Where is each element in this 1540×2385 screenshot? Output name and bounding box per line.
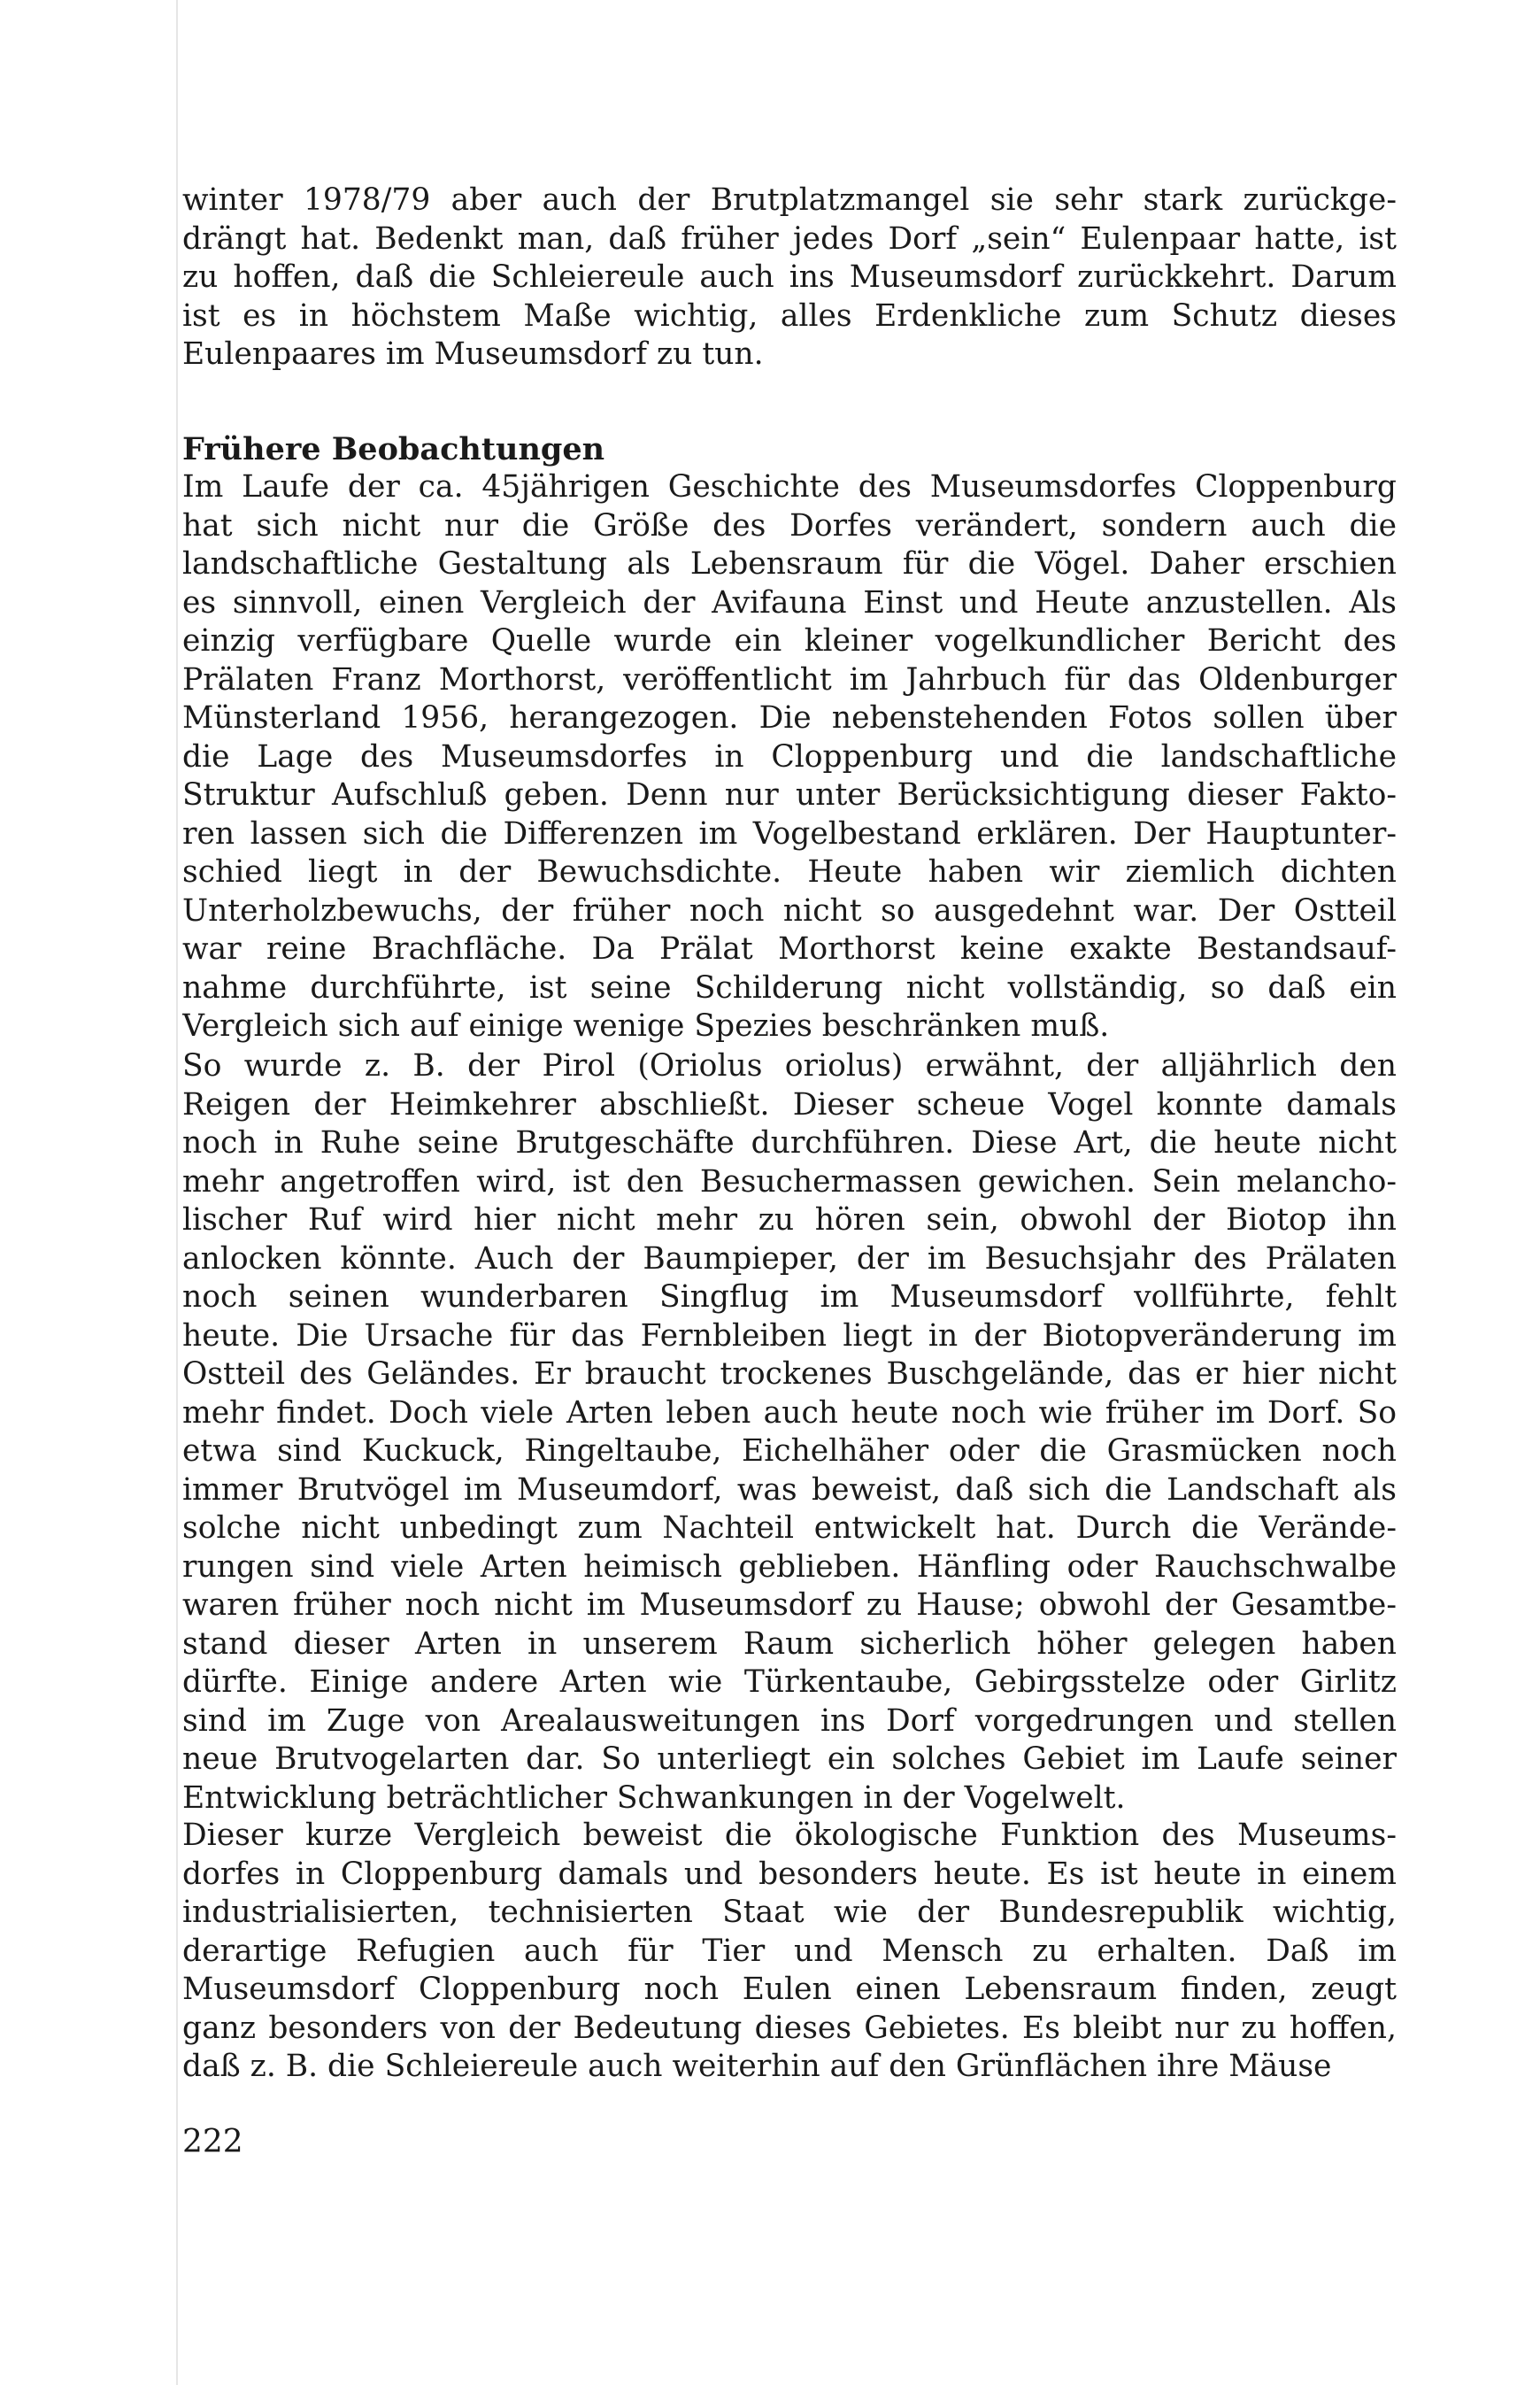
- text-line: noch in Ruhe seine Brutgeschäfte durchführen. Diese Art, die heute nicht: [182, 1125, 1397, 1161]
- text-line: ganz besonders von der Bedeutung dieses Gebietes. Es bleibt nur zu hoffen,: [182, 2010, 1397, 2046]
- text-line: derartige Refugien auch für Tier und Mensch zu erhalten. Daß im: [182, 1933, 1397, 1969]
- text-line: daß z. B. die Schleiereule auch weiterhin auf den Grünflächen ihre Mäuse: [182, 2049, 1332, 2084]
- text-line: anlocken könnte. Auch der Baumpieper, der im Besuchsjahr des Prälaten: [182, 1240, 1397, 1277]
- text-line: hat sich nicht nur die Größe des Dorfes verändert, sondern auch die: [182, 507, 1397, 544]
- section-heading: Frühere Beobachtungen: [182, 431, 605, 467]
- text-line: So wurde z. B. der Pirol (Oriolus oriolus) erwähnt, der alljährlich den: [182, 1048, 1397, 1084]
- paragraph-earlier-observations: [182, 468, 1397, 1046]
- text-line: Eulenpaares im Museumsdorf zu tun.: [182, 336, 764, 372]
- text-line: Dieser kurze Vergleich beweist die ökologische Funktion des Museums-: [182, 1818, 1397, 1853]
- text-line: war reine Brachfläche. Da Prälat Morthorst keine exakte Bestandsauf-: [182, 931, 1397, 967]
- text-line: es sinnvoll, einen Vergleich der Avifauna Einst und Heute anzustellen. Als: [182, 584, 1397, 621]
- text-line: noch seinen wunderbaren Singflug im Museumsdorf vollführte, fehlt: [182, 1279, 1397, 1315]
- text-line: rungen sind viele Arten heimisch geblieben. Hänfling oder Rauchschwalbe: [182, 1548, 1397, 1585]
- text-line: mehr angetroffen wird, ist den Besuchermassen gewichen. Sein melancho-: [182, 1163, 1397, 1200]
- text-line: die Lage des Museumsdorfes in Cloppenburg und die landschaftliche: [182, 738, 1397, 775]
- text-line: winter 1978/79 aber auch der Brutplatzmangel sie sehr stark zurückge-: [182, 182, 1397, 218]
- text-line: Struktur Aufschluß geben. Denn nur unter Berücksichtigung dieser Fakto-: [182, 777, 1397, 813]
- text-line: dorfes in Cloppenburg damals und besonders heute. Es ist heute in einem: [182, 1856, 1397, 1892]
- text-line: heute. Die Ursache für das Fernbleiben liegt in der Biotopveränderung im: [182, 1317, 1397, 1354]
- text-line: stand dieser Arten in unserem Raum sicherlich höher gelegen haben: [182, 1625, 1397, 1662]
- text-line: sind im Zuge von Arealausweitungen ins Dorf vorgedrungen und stellen: [182, 1702, 1397, 1739]
- text-line: schied liegt in der Bewuchsdichte. Heute haben wir ziemlich dichten: [182, 854, 1397, 890]
- text-line: dürfte. Einige andere Arten wie Türkentaube, Gebirgsstelze oder Girlitz: [182, 1664, 1397, 1700]
- text-line: lischer Ruf wird hier nicht mehr zu hören sein, obwohl der Biotop ihn: [182, 1202, 1397, 1238]
- text-line: landschaftliche Gestaltung als Lebensraum für die Vögel. Daher erschien: [182, 546, 1397, 582]
- text-line: etwa sind Kuckuck, Ringeltaube, Eichelhäher oder die Grasmücken noch: [182, 1433, 1397, 1469]
- text-line: Im Laufe der ca. 45jährigen Geschichte des Museumsdorfes Cloppenburg: [182, 469, 1397, 505]
- text-line: Prälaten Franz Morthorst, veröffentlicht im Jahrbuch für das Oldenburger: [182, 661, 1397, 698]
- page-gutter-shadow: [176, 0, 178, 2385]
- text-line: mehr findet. Doch viele Arten leben auch heute noch wie früher im Dorf. So: [182, 1394, 1397, 1431]
- page-number: 222: [182, 2124, 243, 2160]
- text-line: ren lassen sich die Differenzen im Vogelbestand erklären. Der Hauptunter-: [182, 815, 1397, 852]
- paragraph-species-comparison: [182, 1047, 1397, 1818]
- text-line: Unterholzbewuchs, der früher noch nicht so ausgedehnt war. Der Ostteil: [182, 892, 1397, 929]
- text-line: einzig verfügbare Quelle wurde ein kleiner vogelkundlicher Bericht des: [182, 623, 1397, 659]
- text-line: industrialisierten, technisierten Staat wie der Bundesrepublik wichtig,: [182, 1895, 1397, 1930]
- text-line: nahme durchführte, ist seine Schilderung nicht vollständig, so daß ein: [182, 969, 1397, 1006]
- text-line: Reigen der Heimkehrer abschließt. Dieser scheue Vogel konnte damals: [182, 1086, 1397, 1123]
- paragraph-intro-continuation: [182, 181, 1397, 374]
- text-line: drängt hat. Bedenkt man, daß früher jedes Dorf „sein“ Eulenpaar hatte, ist: [182, 220, 1397, 257]
- text-line: immer Brutvögel im Museumdorf, was beweist, daß sich die Landschaft als: [182, 1471, 1397, 1508]
- text-line: Ostteil des Geländes. Er braucht trockenes Buschgelände, das er hier nicht: [182, 1356, 1397, 1392]
- text-line: solche nicht unbedingt zum Nachteil entwickelt hat. Durch die Verände-: [182, 1510, 1397, 1546]
- text-line: Entwicklung beträchtlicher Schwankungen in der Vogelwelt.: [182, 1779, 1126, 1816]
- text-line: Münsterland 1956, herangezogen. Die nebenstehenden Fotos sollen über: [182, 700, 1397, 736]
- text-line: Vergleich sich auf einige wenige Spezies beschränken muß.: [182, 1008, 1110, 1044]
- text-line: Museumsdorf Cloppenburg noch Eulen einen Lebensraum finden, zeugt: [182, 1972, 1397, 2007]
- paragraph-conclusion: [182, 1817, 1397, 2087]
- text-line: neue Brutvogelarten dar. So unterliegt ein solches Gebiet im Laufe seiner: [182, 1741, 1397, 1777]
- text-line: waren früher noch nicht im Museumsdorf zu Hause; obwohl der Gesamtbe-: [182, 1587, 1397, 1623]
- text-line: ist es in höchstem Maße wichtig, alles Erdenkliche zum Schutz dieses: [182, 297, 1397, 334]
- text-line: zu hoffen, daß die Schleiereule auch ins Museumsdorf zurückkehrt. Darum: [182, 259, 1397, 295]
